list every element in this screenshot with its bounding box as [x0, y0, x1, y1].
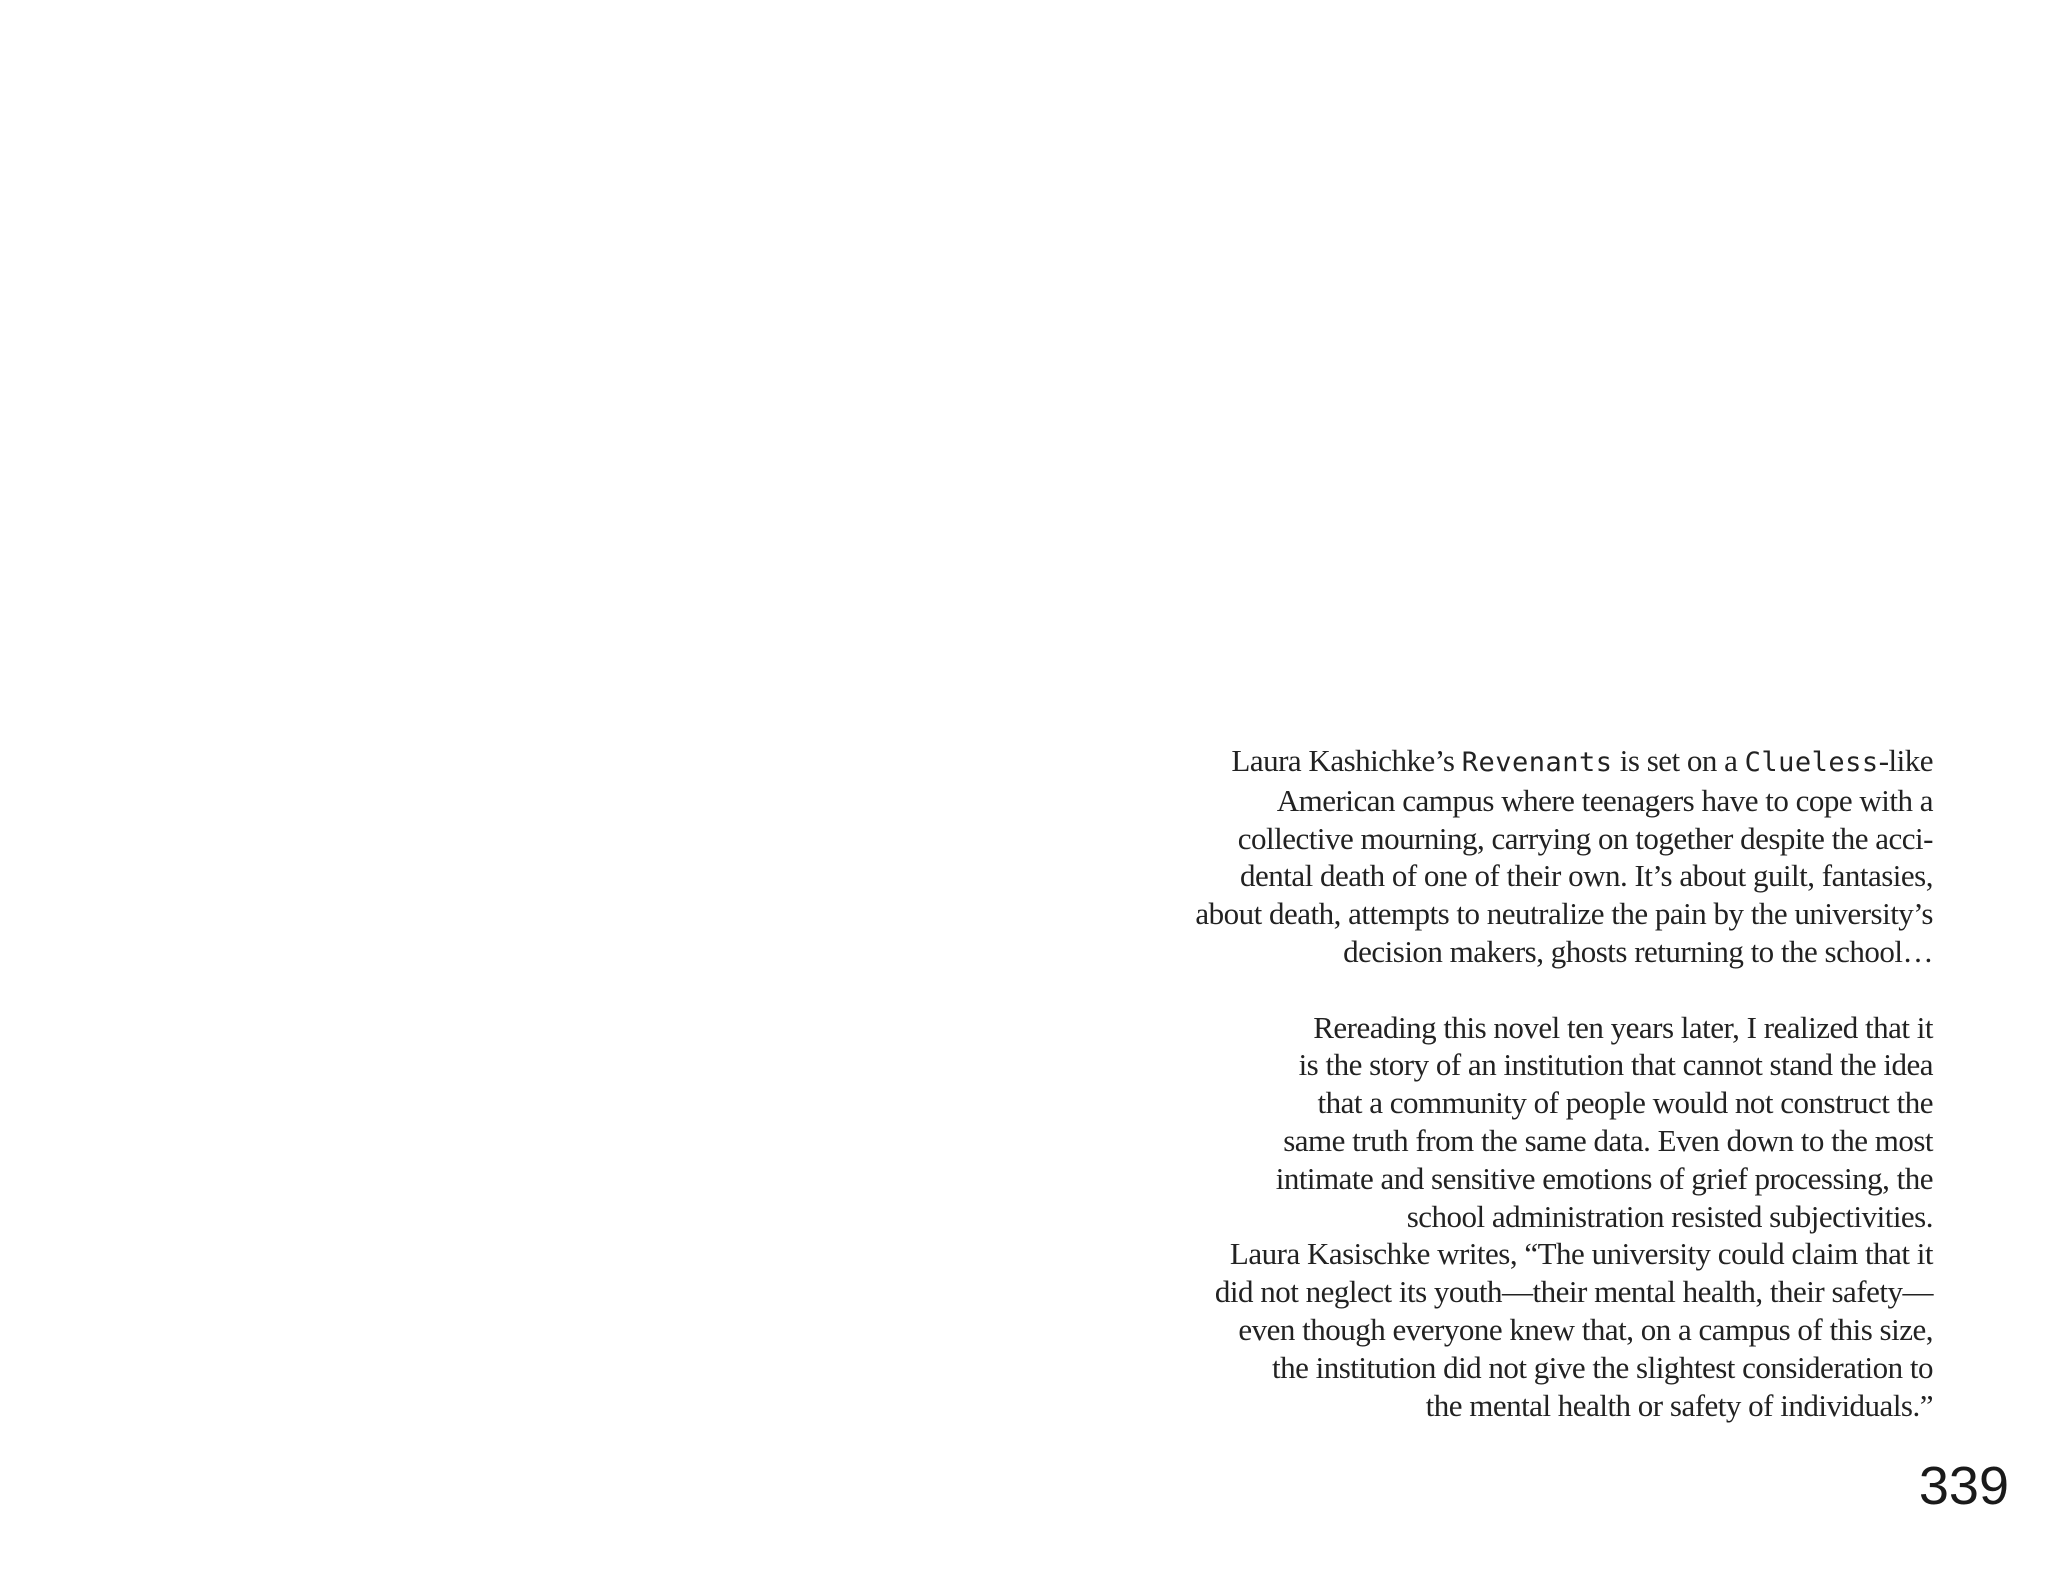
text-segment: is set on a — [1612, 743, 1745, 778]
text-line — [1113, 742, 1933, 782]
text-line: even though everyone knew that, on a campus of this size, — [1238, 1311, 1933, 1347]
page-number: 339 — [1918, 1456, 2009, 1516]
text-line: did not neglect its youth—their mental health, their safety— — [1214, 1274, 1933, 1310]
text-line: dental death of one of their own. It’s about guilt, fantasies, — [1239, 858, 1933, 894]
text-line: intimate and sensitive emotions of grief processing, the — [1275, 1160, 1933, 1196]
text-line: Laura Kasischke writes, “The university could claim that it — [1229, 1236, 1933, 1272]
book-title: Revenants — [1461, 747, 1613, 778]
text-segment: -like — [1878, 743, 1933, 778]
body-text — [1113, 742, 1933, 1424]
text-line: is the story of an institution that cannot stand the idea — [1298, 1047, 1933, 1083]
text-line: American campus where teenagers have to cope with a — [1276, 782, 1933, 818]
text-segment: Laura Kashichke’s — [1231, 743, 1462, 778]
paragraph-spacer — [1113, 971, 1933, 1009]
text-line: the institution did not give the slightest consideration to — [1271, 1349, 1933, 1385]
paragraph-2 — [1113, 1009, 1933, 1425]
text-line: that a community of people would not construct the — [1317, 1085, 1933, 1121]
paragraph-1 — [1113, 742, 1933, 971]
text-line: Rereading this novel ten years later, I realized that it — [1313, 1009, 1933, 1045]
text-line: same truth from the same data. Even down to the most — [1283, 1122, 1933, 1158]
text-line: decision makers, ghosts returning to the school… — [1343, 933, 1933, 969]
text-line: school administration resisted subjectivities. — [1406, 1198, 1933, 1234]
text-line: collective mourning, carrying on together despite the acci- — [1237, 820, 1933, 856]
text-line: about death, attempts to neutralize the pain by the university’s — [1195, 896, 1933, 932]
film-title: Clueless — [1744, 747, 1879, 778]
text-line: the mental health or safety of individuals.” — [1425, 1387, 1933, 1423]
